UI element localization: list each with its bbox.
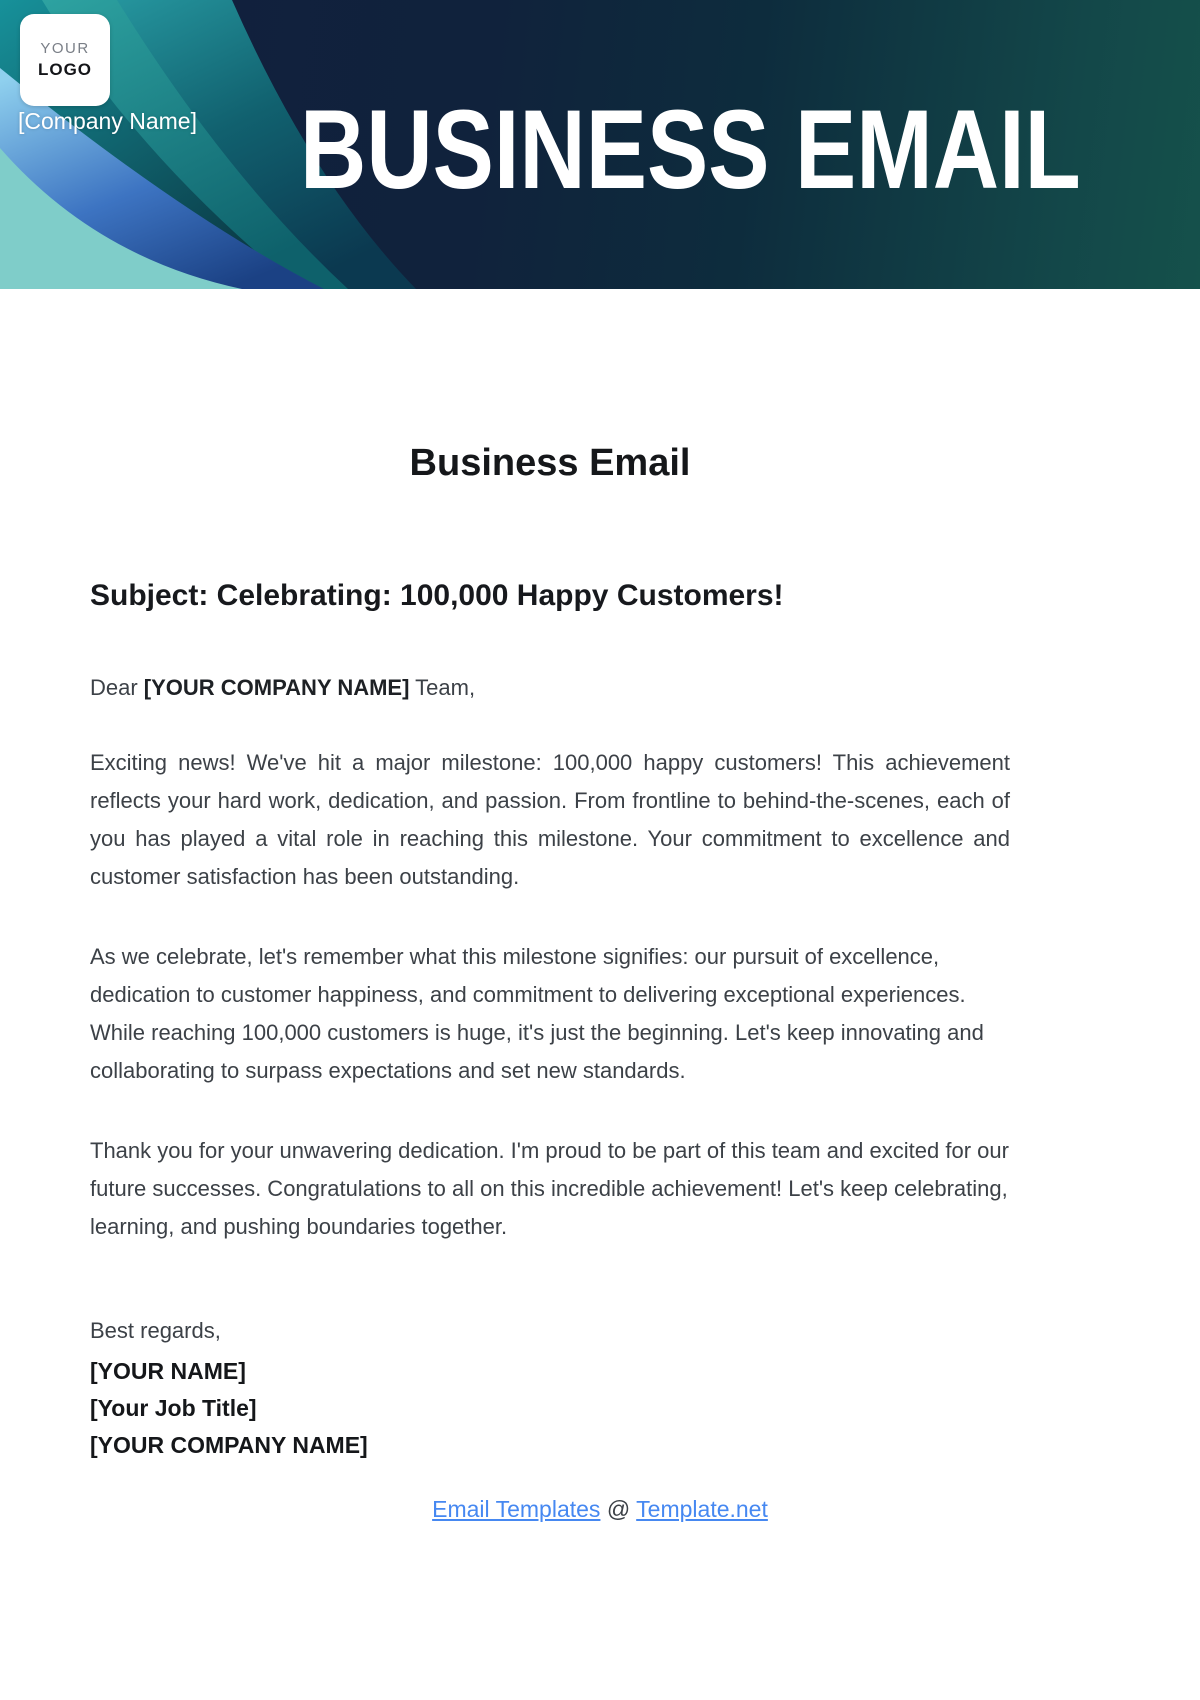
email-templates-link[interactable]: Email Templates <box>432 1496 601 1522</box>
signature-job-title-placeholder: [Your Job Title] <box>90 1395 257 1421</box>
closing-line: Best regards, <box>90 1318 221 1343</box>
document-title: Business Email <box>409 442 691 484</box>
signature-block <box>90 1353 1010 1464</box>
salutation-company-placeholder: [YOUR COMPANY NAME] <box>143 675 410 700</box>
salutation-suffix: Team, <box>409 675 476 700</box>
subject-line: Subject: Celebrating: 100,000 Happy Customers! <box>90 579 784 612</box>
footer-separator: @ <box>606 1496 631 1522</box>
banner-title: BUSINESS EMAIL <box>300 87 1081 212</box>
logo <box>20 14 110 106</box>
paragraph-3: Thank you for your unwavering dedication. I'm proud to be part of this team and excited for our future successes. Congratulations to all on this incredible achievement! Let's keep celebrating, learning, and pushing boundaries together. <box>90 1138 1009 1239</box>
signature-name-placeholder: [YOUR NAME] <box>90 1358 246 1384</box>
signature-company-placeholder: [YOUR COMPANY NAME] <box>90 1432 368 1458</box>
paragraph-1: Exciting news! We've hit a major milestone: 100,000 happy customers! This achievement reflects your hard work, dedication, and passion. From frontline to behind-the-scenes, each of you has played a vital role in reaching this milestone. Your commitment to excellence and customer satisfaction has been outstanding. <box>90 750 1010 889</box>
paragraph-2: As we celebrate, let's remember what this milestone signifies: our pursuit of excellence, dedication to customer happiness, and commitment to delivering exceptional experiences. While reaching 100,000 customers is huge, it's just the beginning. Let's keep innovating and collaborating to surpass expectations and set new standards. <box>90 944 984 1083</box>
company-name-placeholder: [Company Name] <box>18 108 197 134</box>
page-footer <box>0 1494 1200 1524</box>
template-net-link[interactable]: Template.net <box>636 1496 768 1522</box>
logo-text-your: YOUR <box>40 40 90 57</box>
header-banner <box>0 0 1200 289</box>
salutation <box>90 673 1010 702</box>
letter-body <box>90 439 1010 1464</box>
logo-text-logo: LOGO <box>37 59 93 79</box>
salutation-prefix: Dear <box>90 675 144 700</box>
